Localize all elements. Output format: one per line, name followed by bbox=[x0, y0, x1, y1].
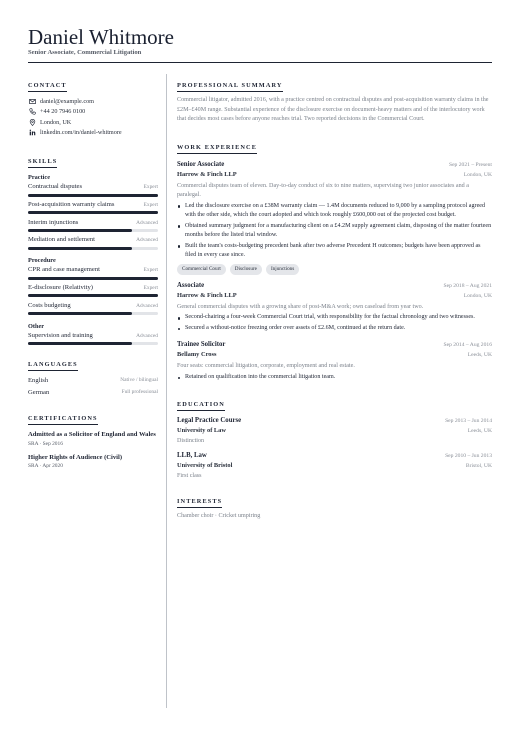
certification-name: Admitted as a Solicitor of England and Wales bbox=[28, 431, 156, 439]
skill-bar-track bbox=[28, 229, 158, 232]
skill-bar-fill bbox=[28, 277, 158, 280]
contact-location-text: London, UK bbox=[40, 118, 72, 126]
skill-bar-track bbox=[28, 312, 158, 315]
job-title: Trainee Solicitor bbox=[177, 341, 226, 349]
language-item bbox=[28, 387, 158, 399]
job-date: Sep 2014 – Aug 2016 bbox=[443, 342, 492, 349]
job-tag: Injunctions bbox=[266, 264, 299, 275]
skill-item bbox=[28, 301, 158, 319]
header-divider bbox=[28, 62, 492, 63]
skill-bar-fill bbox=[28, 342, 132, 345]
contact-email[interactable] bbox=[28, 96, 158, 107]
skill-name: Contractual disputes bbox=[28, 183, 83, 190]
job-employer: Bellamy Cross bbox=[177, 351, 217, 359]
certifications-section bbox=[28, 407, 158, 470]
skill-item bbox=[28, 265, 158, 283]
job-bullet: Built the team's costs-budgeting precedent bank after two adverse Precedent H outcomes; budgets have been approved as filed in every case since. bbox=[177, 242, 492, 261]
skill-bar-fill bbox=[28, 294, 158, 297]
job-location: Leeds, UK bbox=[467, 352, 492, 359]
job-bullet: Retained on qualification into the commercial litigation team. bbox=[177, 373, 492, 383]
skill-category: Procedure bbox=[28, 257, 56, 265]
job-employer: Harrow & Finch LLP bbox=[177, 170, 237, 178]
candidate-title: Senior Associate, Commercial Litigation bbox=[28, 49, 142, 56]
contact-email-text: daniel@example.com bbox=[40, 97, 94, 105]
contact-section bbox=[28, 74, 158, 138]
contact-location bbox=[28, 117, 158, 128]
interests-heading: INTERESTS bbox=[177, 498, 222, 508]
skill-bar-track bbox=[28, 277, 158, 280]
phone-icon bbox=[28, 108, 36, 116]
job-bullet: Secured a without-notice freezing order over assets of £2.6M, continued at the return date. bbox=[177, 324, 492, 334]
certification-meta: SRA · Apr 2020 bbox=[28, 463, 63, 470]
job-title: Associate bbox=[177, 281, 205, 289]
skills-section bbox=[28, 150, 158, 348]
certifications-heading: CERTIFICATIONS bbox=[28, 415, 98, 425]
skill-name: Costs budgeting bbox=[28, 301, 71, 309]
contact-phone-text: +44 20 7946 0100 bbox=[40, 108, 86, 116]
interests-text: Chamber choir · Cricket umpiring bbox=[177, 513, 261, 520]
contact-heading: CONTACT bbox=[28, 82, 67, 92]
job-entry bbox=[177, 281, 492, 334]
skill-level: Expert bbox=[143, 284, 158, 291]
education-note: Distinction bbox=[177, 438, 205, 445]
job-tags bbox=[177, 264, 492, 275]
job-title: Senior Associate bbox=[177, 160, 225, 168]
skill-item bbox=[28, 331, 158, 349]
language-name: German bbox=[28, 388, 50, 396]
skill-item bbox=[28, 235, 158, 253]
skill-item bbox=[28, 200, 158, 218]
job-employer: Harrow & Finch LLP bbox=[177, 291, 237, 299]
skill-bar-track bbox=[28, 294, 158, 297]
certification-name: Higher Rights of Audience (Civil) bbox=[28, 453, 123, 461]
skill-item bbox=[28, 182, 158, 200]
skill-bar-track bbox=[28, 247, 158, 250]
summary-heading: PROFESSIONAL SUMMARY bbox=[177, 82, 283, 92]
skills-heading: SKILLS bbox=[28, 158, 57, 168]
education-date: Sep 2013 – Jun 2014 bbox=[445, 418, 492, 425]
job-bullets bbox=[177, 313, 492, 333]
left-column bbox=[28, 74, 158, 475]
skill-level: Expert bbox=[143, 184, 158, 190]
skill-level: Advanced bbox=[136, 302, 158, 309]
job-description: General commercial disputes with a growing share of post-M&A work; own caseload from year two. bbox=[177, 303, 424, 310]
education-school: University of Law bbox=[177, 427, 226, 435]
education-entry bbox=[177, 451, 492, 481]
education-heading: EDUCATION bbox=[177, 401, 225, 411]
job-entry bbox=[177, 340, 492, 382]
skill-item bbox=[28, 283, 158, 301]
skill-name: Post-acquisition warranty claims bbox=[28, 200, 115, 208]
summary-text: Commercial litigator, admitted 2016, with a practice centred on contractual disputes and post-acquisition warranty claims in the £2M–£40M range. Substantial experience of the disclosure exercise on document-heavy matters and of the interlocutory work that decides most cases before anyone reaches trial. Two reported decisions in the Commercial Court. bbox=[177, 97, 489, 122]
right-column bbox=[177, 74, 492, 521]
language-level: Full professional bbox=[121, 388, 158, 395]
skill-category: Other bbox=[28, 322, 45, 330]
job-description: Four seats: commercial litigation, corporate, employment and real estate. bbox=[177, 363, 355, 370]
skill-bar-track bbox=[28, 194, 158, 197]
experience-heading: WORK EXPERIENCE bbox=[177, 144, 257, 154]
job-entry bbox=[177, 160, 492, 275]
location-icon bbox=[28, 118, 36, 126]
skill-level: Expert bbox=[143, 267, 158, 274]
skill-bar-track bbox=[28, 342, 158, 345]
candidate-name: Daniel Whitmore bbox=[28, 25, 174, 49]
job-bullet: Second-chairing a four-week Commercial Court trial, with responsibility for the factual chronology and two witnesses. bbox=[177, 313, 492, 323]
job-tag: Disclosure bbox=[230, 264, 262, 275]
email-icon bbox=[28, 97, 36, 105]
skill-bar-fill bbox=[28, 194, 158, 197]
skill-category: Practice bbox=[28, 174, 51, 181]
skill-bar-fill bbox=[28, 211, 158, 214]
certification-item bbox=[28, 430, 158, 447]
job-date: Sep 2021 – Present bbox=[448, 161, 492, 168]
education-school: University of Bristol bbox=[177, 462, 233, 470]
education-degree: LLB, Law bbox=[177, 452, 207, 460]
linkedin-icon bbox=[28, 129, 36, 137]
language-item bbox=[28, 375, 158, 387]
skill-name: E-disclosure (Relativity) bbox=[28, 283, 94, 291]
skill-name: Mediation and settlement bbox=[28, 236, 96, 244]
job-bullets bbox=[177, 373, 492, 383]
certification-item bbox=[28, 453, 158, 470]
contact-linkedin[interactable] bbox=[28, 128, 158, 139]
skill-bar-fill bbox=[28, 247, 132, 250]
summary-section bbox=[177, 74, 492, 125]
skill-name: CPR and case management bbox=[28, 266, 100, 274]
skill-bar-fill bbox=[28, 312, 132, 315]
experience-section bbox=[177, 136, 492, 383]
skill-name: Interim injunctions bbox=[28, 218, 79, 226]
skill-level: Advanced bbox=[136, 332, 158, 339]
skills-list bbox=[28, 174, 158, 348]
job-description: Commercial disputes team of eleven. Day-to-day conduct of six to nine matters, supervising two junior associates and a paralegal. bbox=[177, 182, 469, 199]
skill-name: Supervision and training bbox=[28, 331, 93, 339]
education-location: Leeds, UK bbox=[467, 428, 492, 435]
education-location: Bristol, UK bbox=[465, 463, 492, 470]
education-date: Sep 2010 – Jun 2013 bbox=[445, 453, 492, 460]
languages-section bbox=[28, 353, 158, 398]
languages-heading: LANGUAGES bbox=[28, 361, 78, 371]
language-name: English bbox=[28, 377, 49, 385]
certification-meta: SRA · Sep 2016 bbox=[28, 440, 63, 447]
job-location: London, UK bbox=[463, 171, 492, 178]
education-note: First class bbox=[177, 473, 202, 480]
education-section bbox=[177, 393, 492, 481]
skill-level: Expert bbox=[143, 201, 158, 208]
education-degree: Legal Practice Course bbox=[177, 417, 242, 425]
education-entry bbox=[177, 416, 492, 446]
job-location: London, UK bbox=[463, 292, 492, 299]
skill-level: Advanced bbox=[136, 237, 158, 244]
skill-bar-track bbox=[28, 211, 158, 214]
column-divider bbox=[166, 74, 167, 708]
contact-phone[interactable] bbox=[28, 107, 158, 118]
interests-section bbox=[177, 490, 492, 521]
contact-linkedin-text: linkedin.com/in/daniel-whitmore bbox=[40, 129, 122, 137]
skill-bar-fill bbox=[28, 229, 132, 232]
job-bullets bbox=[177, 202, 492, 261]
job-bullet: Obtained summary judgment for a manufacturing client on a £4.2M supply agreement claim, disposing of the matter fourteen months before the listed trial window. bbox=[177, 222, 492, 241]
job-tag: Commercial Court bbox=[177, 264, 226, 275]
job-bullet: Led the disclosure exercise on a £38M warranty claim — 1.4M documents reduced to 9,000 by a sampling protocol agreed with the other side, which the court adopted and which took roughly £600,000 out of the projected cost budget. bbox=[177, 202, 492, 221]
language-level: Native / bilingual bbox=[120, 377, 158, 384]
job-date: Sep 2018 – Aug 2021 bbox=[443, 282, 492, 289]
skill-level: Advanced bbox=[136, 219, 158, 226]
skill-item bbox=[28, 218, 158, 236]
